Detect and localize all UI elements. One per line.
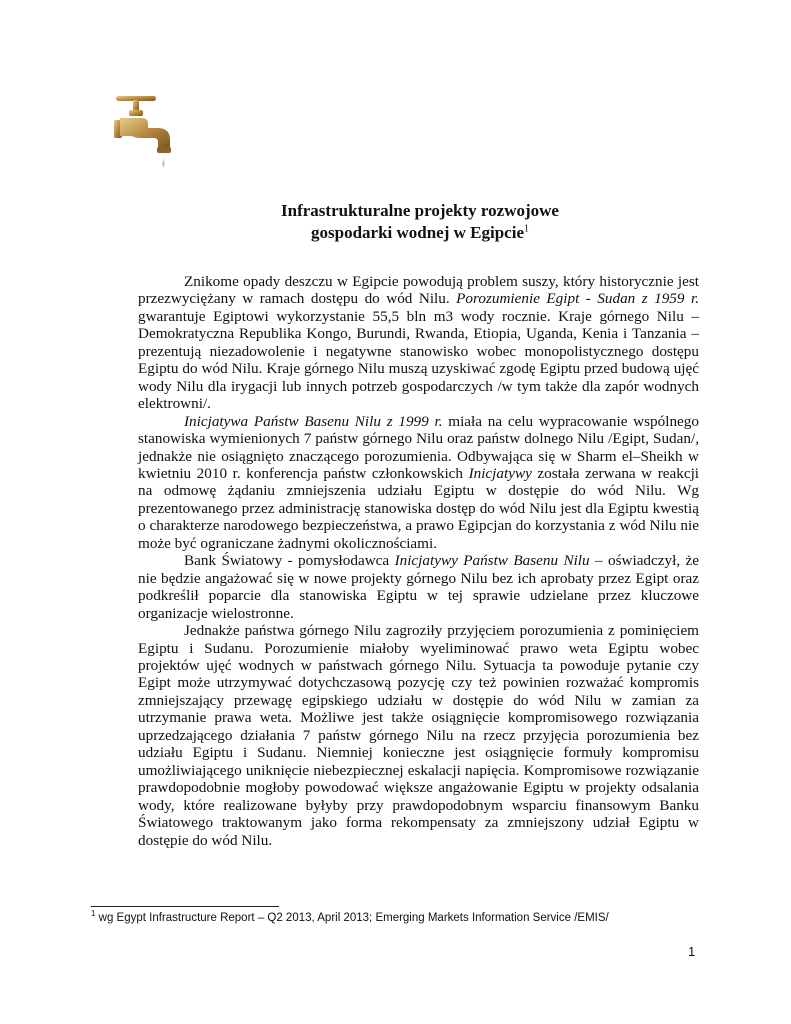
paragraph-2-italic-c: Inicjatywy — [468, 464, 532, 482]
title-footnote-ref: 1 — [524, 223, 529, 235]
paragraph-1-text-a: Znikome opady deszczu w Egipcie powodują problem suszy, który historycznie jest przezwyciężany w ramach dostępu do wód Nilu. — [138, 273, 699, 308]
footnote-text: wg Egypt Infrastructure Report – Q2 2013, April 2013; Emerging Markets Information Service /EMIS/ — [95, 912, 609, 924]
title-line-2-text: gospodarki wodnej w Egipcie — [311, 223, 524, 242]
footnote — [91, 911, 711, 926]
paragraph-2 — [138, 413, 699, 553]
footnote-number: 1 — [91, 909, 96, 919]
document-body — [138, 273, 699, 849]
paragraph-3 — [138, 552, 699, 622]
footnote-separator — [91, 906, 279, 907]
paragraph-1-text-c: gwarantuje Egiptowi wykorzystanie 55,5 bln m3 wody rocznie. Kraje górnego Nilu – Demokratyczna Republika Kongo, Burundi, Rwanda, Etiopia, Uganda, Kenia i Tanzania – prezentują niezadowolenie i negatywne stanowisko wobec monopolistycznego dostępu Egiptu do wód Nilu. Kraje górnego Nilu muszą uzyskiwać zgodę Egiptu przed budową ujęć wody Nilu dla irygacji lub innych potrzeb gospodarczych /w tym także dla zapór wodnych elektrowni/. — [138, 307, 699, 413]
page-number: 1 — [688, 944, 696, 959]
paragraph-1 — [138, 273, 699, 413]
title-line-2 — [140, 222, 700, 244]
paragraph-4: Jednakże państwa górnego Nilu zagroziły przyjęciem porozumienia z pominięciem Egiptu i Sudanu. Porozumienie miałoby wyeliminować prawo weta Egiptu wobec projektów ujęć wodnych w państwach górnego Nilu. Sytuacja ta powoduje pytanie czy Egipt może utrzymywać dotychczasową pozycję czy też powinien rozważać kompromis zmniejszający przewagę egipskiego udziału w dostępie do wód Nilu w zamian za utrzymanie prawa weta. Możliwe jest także osiągnięcie kompromisowego rozwiązania uprzedzającego działania 7 państw górnego Nilu na rzecz przyjęcia porozumienia bez udziału Egiptu i Sudanu. Niemniej konieczne jest osiągnięcie formuły kompromisu umożliwiającego uniknięcie niebezpiecznej eskalacji napięcia. Kompromisowe rozwiązanie prawdopodobnie mogłoby powodować większe angażowanie Egiptu w projekty odsalania wody, które realizowane byłyby przy prawdopodobnym wsparciu finansowym Banku Światowego traktowanym jako forma rekompensaty za zmniejszony udział Egiptu w dostępie do wód Nilu. — [138, 622, 699, 849]
title-line-1: Infrastrukturalne projekty rozwojowe — [281, 201, 559, 220]
paragraph-2-italic-a: Inicjatywa Państw Basenu Nilu z 1999 r. — [184, 412, 443, 430]
document-title — [140, 200, 700, 244]
paragraph-1-italic: Porozumienie Egipt - Sudan z 1959 r. — [456, 290, 699, 308]
water-faucet-icon — [112, 92, 182, 182]
paragraph-3-text-c: – oświadczył, że nie będzie angażować się w nowe projekty górnego Nilu bez ich aprobaty przez Egipt oraz podkreślił poparcie dla stanowiska Egiptu w tej sprawie udzielane przez kluczowe organizacje wielostronne. — [138, 552, 699, 622]
paragraph-3-text-a: Bank Światowy - pomysłodawca — [184, 552, 395, 570]
paragraph-2-text-b: miała na celu wypracowanie wspólnego stanowiska wymienionych 7 państw górnego Nilu oraz państw dolnego Nilu /Egipt, Sudan/, jednakże nie osiągnięto znaczącego porozumienia. Odbywająca się w Sharm el–Sheikh w kwietniu 2010 r. konferencja państw członkowskich — [138, 412, 699, 482]
paragraph-3-italic: Inicjatywy Państw Basenu Nilu — [394, 552, 590, 570]
paragraph-2-text-d: została zerwana w reakcji na odmowę żądaniu zmniejszenia udziału Egiptu w dostępie do wód Nilu. Wg prezentowanego przez administrację stanowiska dostęp do wód Nilu jest dla Egiptu kwestią o charakterze narodowego bezpieczeństwa, a prawo Egipcjan do korzystania z wód Nilu nie może być ograniczane żadnymi okolicznościami. — [138, 464, 700, 552]
